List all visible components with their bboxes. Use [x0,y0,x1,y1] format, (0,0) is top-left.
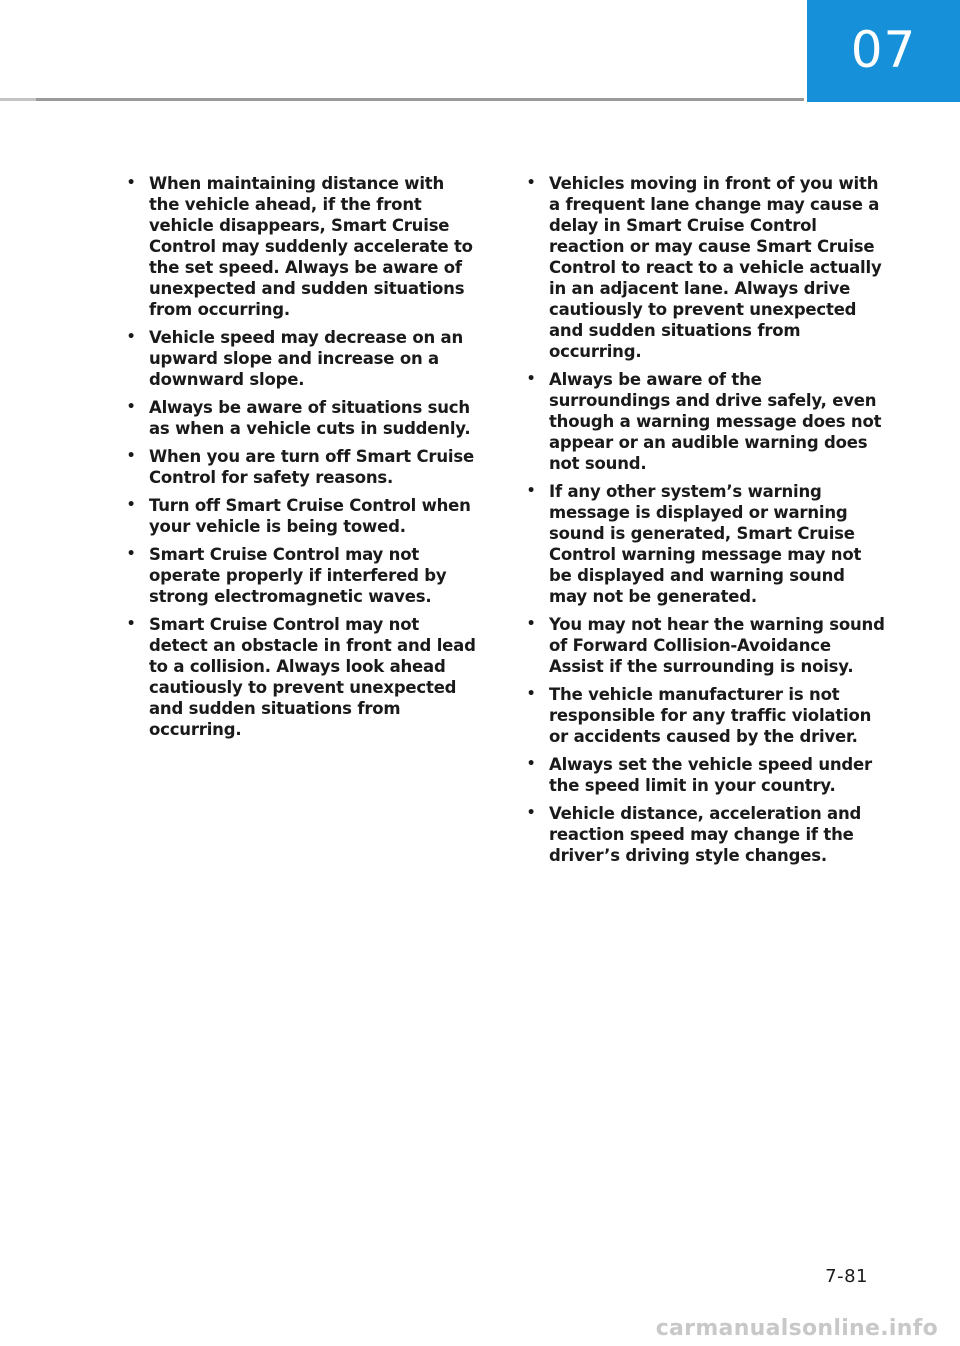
list-item [526,684,888,747]
list-item-text: Vehicle distance, acceleration and reaction speed may change if the driver’s driving style changes. [549,804,862,865]
list-item [126,173,478,320]
bullet-icon: • [126,175,136,191]
list-item-text: Always set the vehicle speed under the speed limit in your country. [549,755,872,795]
list-item [526,481,888,607]
bullet-icon: • [126,448,136,464]
list-item [526,803,888,866]
bullet-icon: • [526,756,536,772]
list-item-text: When you are turn off Smart Cruise Control for safety reasons. [149,447,474,487]
list-item-text: Smart Cruise Control may not operate properly if interfered by strong electromagnetic waves. [149,545,447,606]
list-item [526,614,888,677]
right-column-list [526,173,888,873]
list-item [126,397,478,439]
bullet-icon: • [526,686,536,702]
list-item [126,614,478,740]
page-number: 7-81 [825,1266,868,1287]
list-item-text: Smart Cruise Control may not detect an obstacle in front and lead to a collision. Always look ahead cautiously to prevent unexpected and sudden situations from occurring. [149,615,476,739]
list-item-text: Vehicles moving in front of you with a frequent lane change may cause a delay in Smart Cruise Control reaction or may cause Smart Cruise Control to react to a vehicle actually in an adjacent lane. Always drive cautiously to prevent unexpected and sudden situations from occurring. [549,174,882,361]
chapter-number: 07 [850,21,917,79]
list-item-text: The vehicle manufacturer is not responsible for any traffic violation or accidents caused by the driver. [549,685,872,746]
bullet-icon: • [526,616,536,632]
list-item [526,754,888,796]
bullet-icon: • [526,371,536,387]
bullet-icon: • [126,399,136,415]
list-item [126,495,478,537]
list-item [526,369,888,474]
bullet-icon: • [126,497,136,513]
list-item-text: Vehicle speed may decrease on an upward slope and increase on a downward slope. [149,328,464,389]
list-item-text: Always be aware of situations such as when a vehicle cuts in suddenly. [149,398,471,438]
list-item [126,327,478,390]
list-item [126,446,478,488]
watermark: carmanualsonline.info [655,1316,938,1341]
bullet-icon: • [526,175,536,191]
list-item-text: If any other system’s warning message is displayed or warning sound is generated, Smart Cruise Control warning message may not be displayed and warning sound may not be generated. [549,482,862,606]
header-rule [0,98,804,101]
left-column-list [126,173,478,747]
list-item-text: When maintaining distance with the vehicle ahead, if the front vehicle disappears, Smart Cruise Control may suddenly accelerate to the set speed. Always be aware of unexpected and sudden situations from occurring. [149,174,473,319]
list-item [126,544,478,607]
list-item-text: You may not hear the warning sound of Forward Collision-Avoidance Assist if the surrounding is noisy. [549,615,885,676]
bullet-icon: • [526,805,536,821]
list-item-text: Always be aware of the surroundings and drive safely, even though a warning message does not appear or an audible warning does not sound. [549,370,882,473]
bullet-icon: • [126,616,136,632]
bullet-icon: • [126,546,136,562]
list-item-text: Turn off Smart Cruise Control when your vehicle is being towed. [149,496,471,536]
list-item [526,173,888,362]
header-rule-accent [0,98,36,101]
bullet-icon: • [126,329,136,345]
bullet-icon: • [526,483,536,499]
chapter-tab [807,0,960,102]
